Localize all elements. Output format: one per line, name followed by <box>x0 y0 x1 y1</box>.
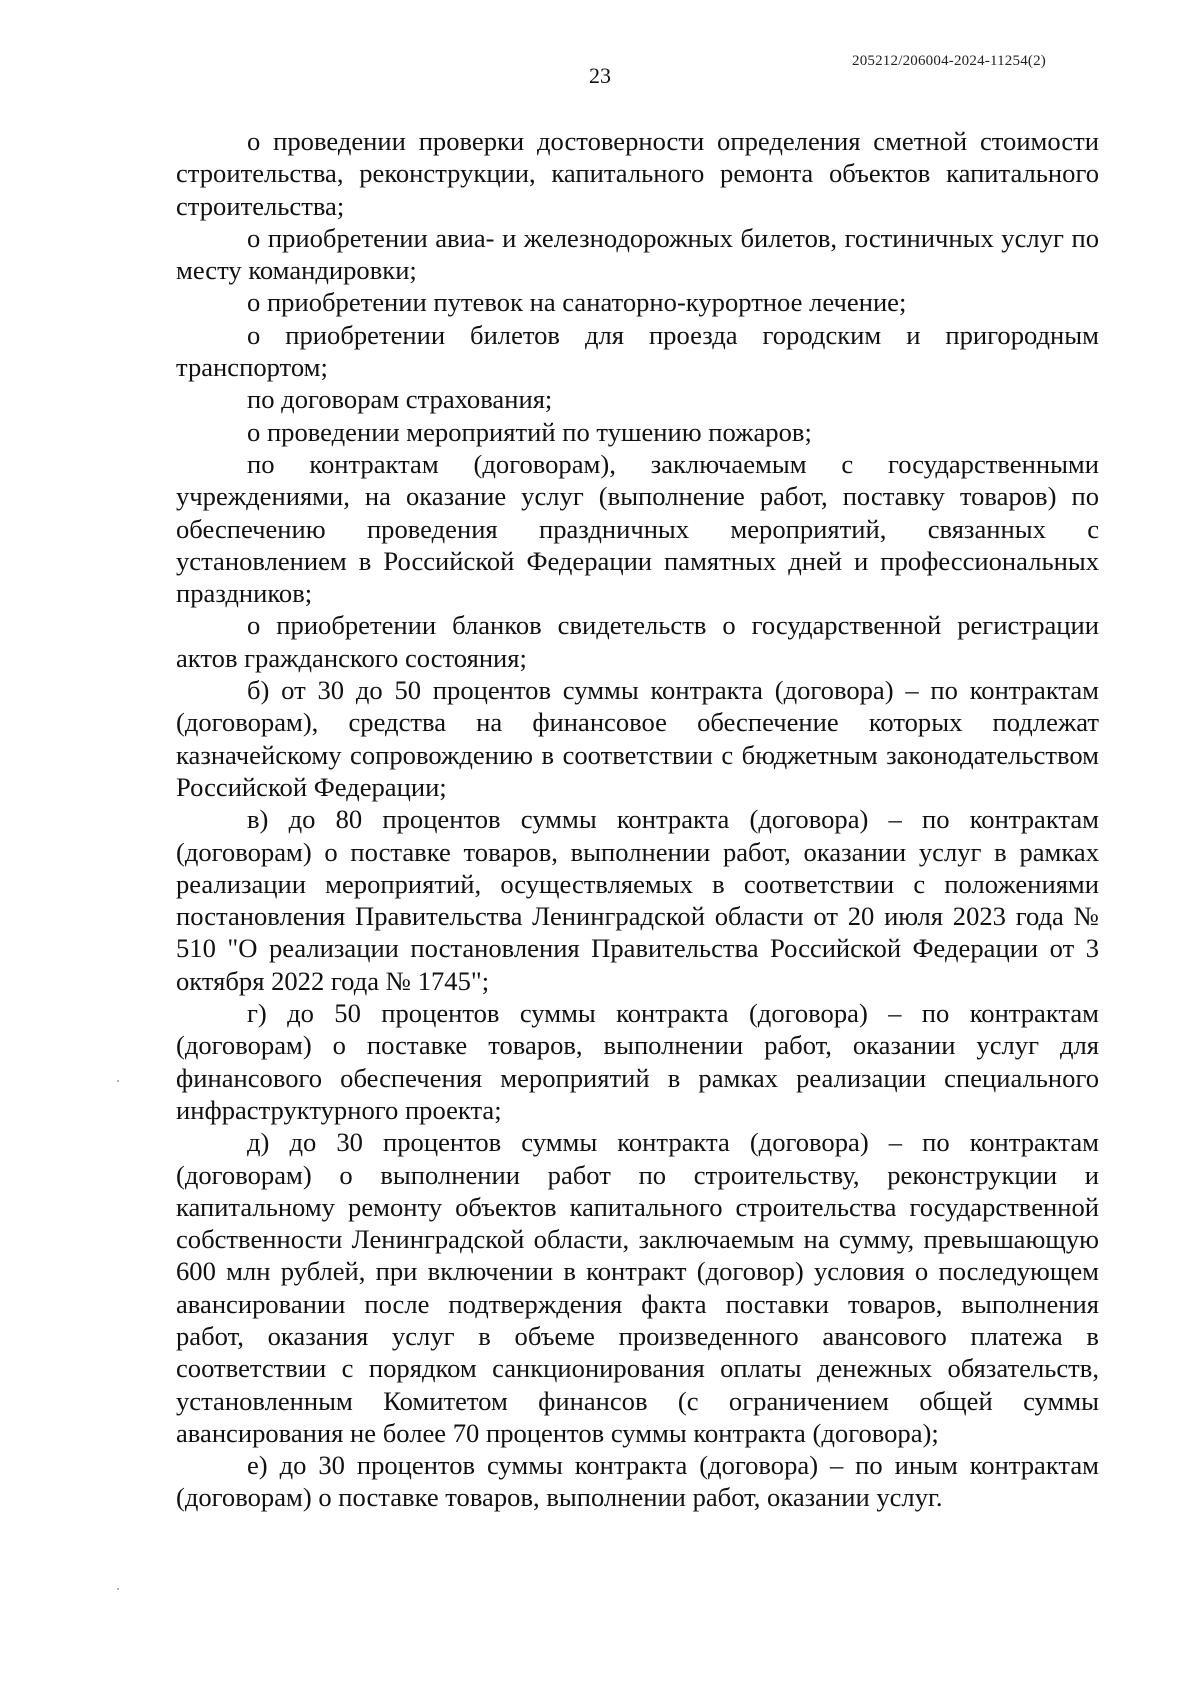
document-body <box>176 125 1099 1514</box>
paragraph: в) до 80 процентов суммы контракта (договора) – по контрактам (договорам) о поставке товаров, выполнении работ, оказании услуг в рамках реализации мероприятий, осуществляемых в соответствии с положениями постановления Правительства Ленинградской области от 20 июля 2023 года № 510 "О реализации постановления Правительства Российской Федерации от 3 октября 2022 года № 1745"; <box>176 804 1099 996</box>
paragraph: по контрактам (договорам), заключаемым с государственными учреждениями, на оказание услуг (выполнение работ, поставку товаров) по обеспечению проведения праздничных мероприятий, связанных с установлением в Российской Федерации памятных дней и профессиональных праздников; <box>176 448 1099 609</box>
paragraph: о приобретении путевок на санаторно-курортное лечение; <box>247 287 907 318</box>
paragraph: б) от 30 до 50 процентов суммы контракта (договора) – по контрактам (договорам), средства на финансовое обеспечение которых подлежат казначейскому сопровождению в соответствии с бюджетным законодательством Российской Федерации; <box>176 675 1099 802</box>
paragraph: по договорам страхования; <box>247 384 553 415</box>
paragraph: о проведении проверки достоверности определения сметной стоимости строительства, реконструкции, капитального ремонта объектов капитального строительства; <box>176 126 1099 221</box>
paragraph: о приобретении бланков свидетельств о государственной регистрации актов гражданского состояния; <box>176 610 1099 673</box>
paragraph: о приобретении авиа- и железнодорожных билетов, гостиничных услуг по месту командировки; <box>176 222 1099 286</box>
paragraph: г) до 50 процентов суммы контракта (договора) – по контрактам (договорам) о поставке товаров, выполнении работ, оказании услуг для финансового обеспечения мероприятий в рамках реализации специального инфраструктурного проекта; <box>176 998 1099 1125</box>
page-number: 23 <box>589 63 611 88</box>
paragraph: е) до 30 процентов суммы контракта (договора) – по иным контрактам (договорам) о поставке товаров, выполнении работ, оказании услуг. <box>176 1450 1099 1513</box>
scan-speck <box>117 1588 119 1590</box>
paragraph: д) до 30 процентов суммы контракта (договора) – по контрактам (договорам) о выполнении работ по строительству, реконструкции и капитальному ремонту объектов капитального строительства государственной собственности Ленинградской области, заключаемым на сумму, превышающую 600 млн рублей, при включении в контракт (договор) условия о последующем авансировании после подтверждения факта поставки товаров, выполнения работ, оказания услуг в объеме произведенного авансового платежа в соответствии с порядком санкционирования оплаты денежных обязательств, установленным Комитетом финансов (с ограничением общей суммы авансирования не более 70 процентов суммы контракта (договора); <box>176 1127 1099 1448</box>
paragraph: о приобретении билетов для проезда городским и пригородным транспортом; <box>176 319 1099 383</box>
scan-speck <box>117 1080 119 1082</box>
paragraph: о проведении мероприятий по тушению пожаров; <box>247 416 812 447</box>
document-registration-number: 205212/206004-2024-11254(2) <box>852 53 1046 69</box>
